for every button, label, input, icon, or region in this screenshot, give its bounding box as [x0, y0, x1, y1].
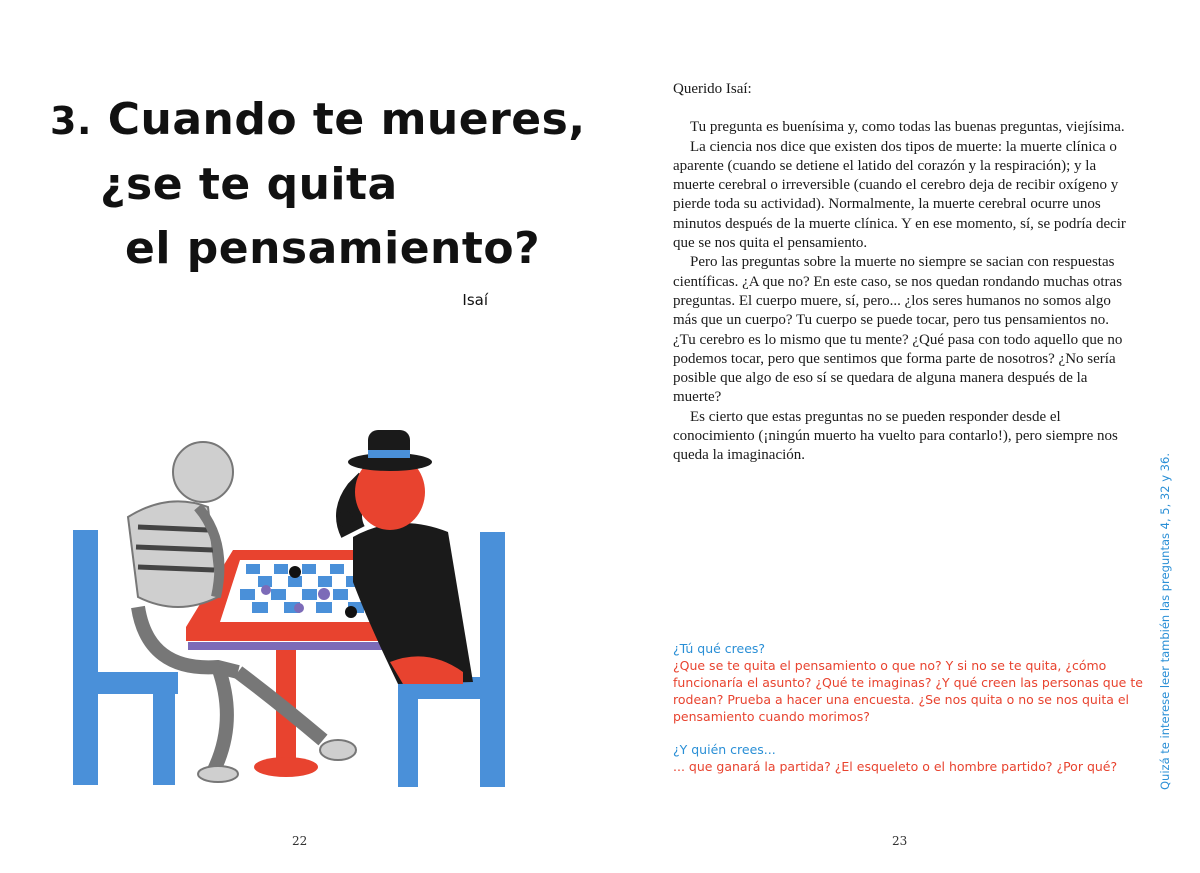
prompt-what-do-you-think — [673, 640, 1143, 725]
right-page — [600, 0, 1200, 873]
letter-body — [673, 80, 1133, 466]
skeleton-chess-illustration — [68, 422, 518, 792]
title-line-3: el pensamiento? — [125, 223, 541, 274]
letter-paragraph-4: Es cierto que estas preguntas no se pueden responder desde el conocimiento (¡ningún muerto ha vuelto para contarlo!), pero siempre nos queda la imaginación. — [673, 408, 1118, 464]
prompt-1-body: ¿Que se te quita el pensamiento o que no? Y si no se te quita, ¿cómo funcionaría el asunto? ¿Qué te imaginas? ¿Y qué creen las personas que te rodean? Prueba a hacer una encuesta. ¿Se nos quita o no se nos quita el pensamiento cuando morimos? — [673, 658, 1143, 724]
title-line-1-text: Cuando te mueres, — [107, 94, 586, 145]
letter-paragraph-3: Pero las preguntas sobre la muerte no siempre se sacian con respuestas científicas. ¿A que no? En este caso, se nos quedan rondando muchas otras preguntas. El cuerpo muere, sí, pero... ¿los seres humanos no somos algo más que un cuerpo? Tu cuerpo se puede tocar, pero tus pensamientos no. ¿Tu cerebro es lo mismo que tu mente? ¿Qué pasa con todo aquello que no podemos tocar, pero que sentimos que forma parte de nosotros? ¿No sería posible que algo de eso sí se quedara de alguna manera después de la muerte? — [673, 254, 1123, 406]
letter-greeting: Querido Isaí: — [673, 81, 752, 97]
letter-paragraph-1: Tu pregunta es buenísima y, como todas las buenas preguntas, viejísima. — [690, 119, 1125, 136]
page-number-left: 22 — [292, 834, 308, 848]
chapter-number: 3. — [50, 99, 92, 143]
chapter-title — [50, 88, 586, 281]
checkerboard — [220, 560, 374, 622]
prompt-1-heading: ¿Tú qué crees? — [673, 641, 766, 656]
author-name: Isaí — [462, 291, 488, 309]
letter-paragraph-2: La ciencia nos dice que existen dos tipos de muerte: la muerte clínica o aparente (cuando se detiene el latido del corazón y la respiración); y la muerte cerebral o irreversible (cuando el cerebro deja de recibir oxígeno y pierde toda su actividad). Normalmente, la muerte cerebral ocurre unos minutos después de la muerte clínica. Y en ese momento, sí, se podría decir que se nos quita el pensamiento. — [673, 138, 1126, 252]
prompt-2-body: ... que ganará la partida? ¿El esqueleto o el hombre partido? ¿Por qué? — [673, 759, 1118, 774]
title-line-1 — [50, 88, 586, 153]
related-questions-note: Quizá te interese leer también las preguntas 4, 5, 32 y 36. — [1158, 453, 1172, 790]
title-line-2: ¿se te quita — [100, 159, 398, 210]
page-number-right: 23 — [892, 834, 908, 848]
prompt-2-heading: ¿Y quién crees... — [673, 742, 776, 757]
prompt-who-do-you-think — [673, 741, 1143, 775]
